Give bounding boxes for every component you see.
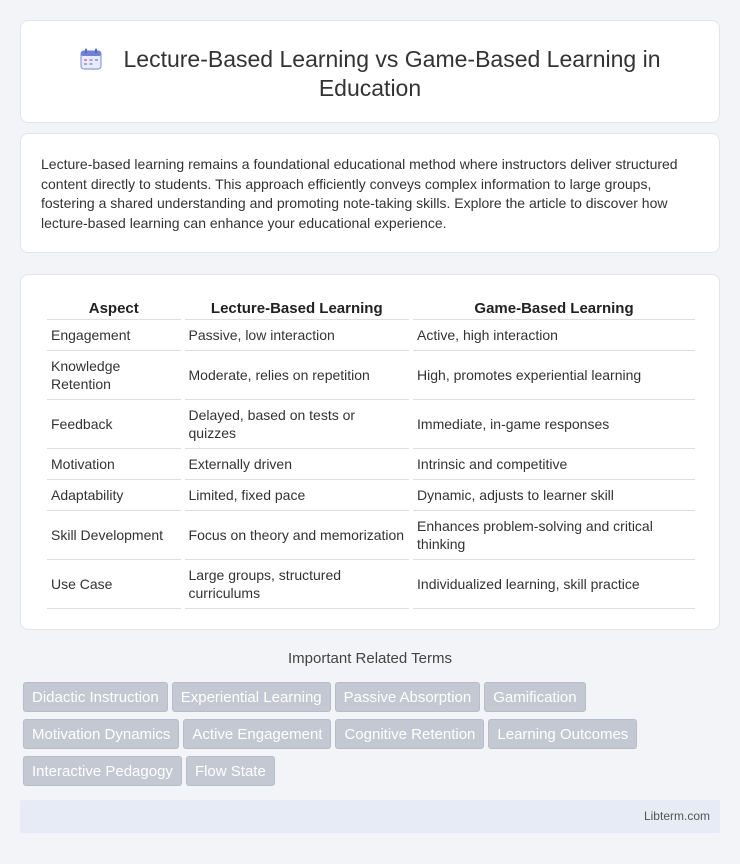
comparison-table [43,296,699,609]
table-cell-game: Intrinsic and competitive [413,449,695,480]
table-header-row [47,296,695,320]
calendar-icon [80,48,102,70]
table-cell-game: Immediate, in-game responses [413,400,695,449]
tag-row [23,719,703,756]
table-cell-aspect: Engagement [47,320,181,351]
table-cell-lecture: Focus on theory and memorization [185,511,410,560]
table-row [47,320,695,351]
table-cell-aspect: Use Case [47,560,181,609]
tag-row [23,682,703,719]
table-cell-lecture: Delayed, based on tests or quizzes [185,400,410,449]
table-row [47,480,695,511]
table-row [47,400,695,449]
related-terms-title: Important Related Terms [288,650,452,667]
table-cell-aspect: Knowledge Retention [47,351,181,400]
table-cell-lecture: Limited, fixed pace [185,480,410,511]
table-cell-game: Active, high interaction [413,320,695,351]
table-row [47,449,695,480]
table-cell-lecture: Moderate, relies on repetition [185,351,410,400]
tag-flow-state[interactable]: Flow State [186,756,275,786]
tag-row [23,756,703,793]
table-row [47,560,695,609]
intro-paragraph: Lecture-based learning remains a foundational educational method where instructors deliver structured content directly to students. This approach efficiently conveys complex information to large groups, fostering a shared understanding and promoting note-taking skills. Explore the article to discover how lecture-based learning can enhance your educational experience. [41,156,678,231]
table-cell-game: Individualized learning, skill practice [413,560,695,609]
table-header-cell: Aspect [47,296,181,320]
tag-gamification[interactable]: Gamification [484,682,585,712]
table-cell-game: Dynamic, adjusts to learner skill [413,480,695,511]
table-header-cell: Lecture-Based Learning [185,296,410,320]
tag-motivation-dynamics[interactable]: Motivation Dynamics [23,719,179,749]
table-cell-game: Enhances problem-solving and critical thinking [413,511,695,560]
intro-card [20,133,720,253]
tag-passive-absorption[interactable]: Passive Absorption [335,682,481,712]
related-terms-tags [23,682,703,793]
table-cell-game: High, promotes experiential learning [413,351,695,400]
table-row [47,351,695,400]
table-cell-aspect: Motivation [47,449,181,480]
tag-active-engagement[interactable]: Active Engagement [183,719,331,749]
table-cell-lecture: Passive, low interaction [185,320,410,351]
tag-cognitive-retention[interactable]: Cognitive Retention [335,719,484,749]
page-title-row [21,45,719,103]
footer-site-link[interactable]: Libterm.com [643,809,710,823]
tag-didactic-instruction[interactable]: Didactic Instruction [23,682,168,712]
table-cell-lecture: Externally driven [185,449,410,480]
table-cell-lecture: Large groups, structured curriculums [185,560,410,609]
tag-experiential-learning[interactable]: Experiential Learning [172,682,331,712]
table-cell-aspect: Feedback [47,400,181,449]
footer [20,800,720,833]
title-card [20,20,720,123]
table-row [47,511,695,560]
table-cell-aspect: Skill Development [47,511,181,560]
table-header-cell: Game-Based Learning [413,296,695,320]
table-cell-aspect: Adaptability [47,480,181,511]
tag-interactive-pedagogy[interactable]: Interactive Pedagogy [23,756,182,786]
comparison-table-card [20,274,720,630]
page-title: Lecture-Based Learning vs Game-Based Learning in Education [123,46,661,101]
tag-learning-outcomes[interactable]: Learning Outcomes [488,719,637,749]
